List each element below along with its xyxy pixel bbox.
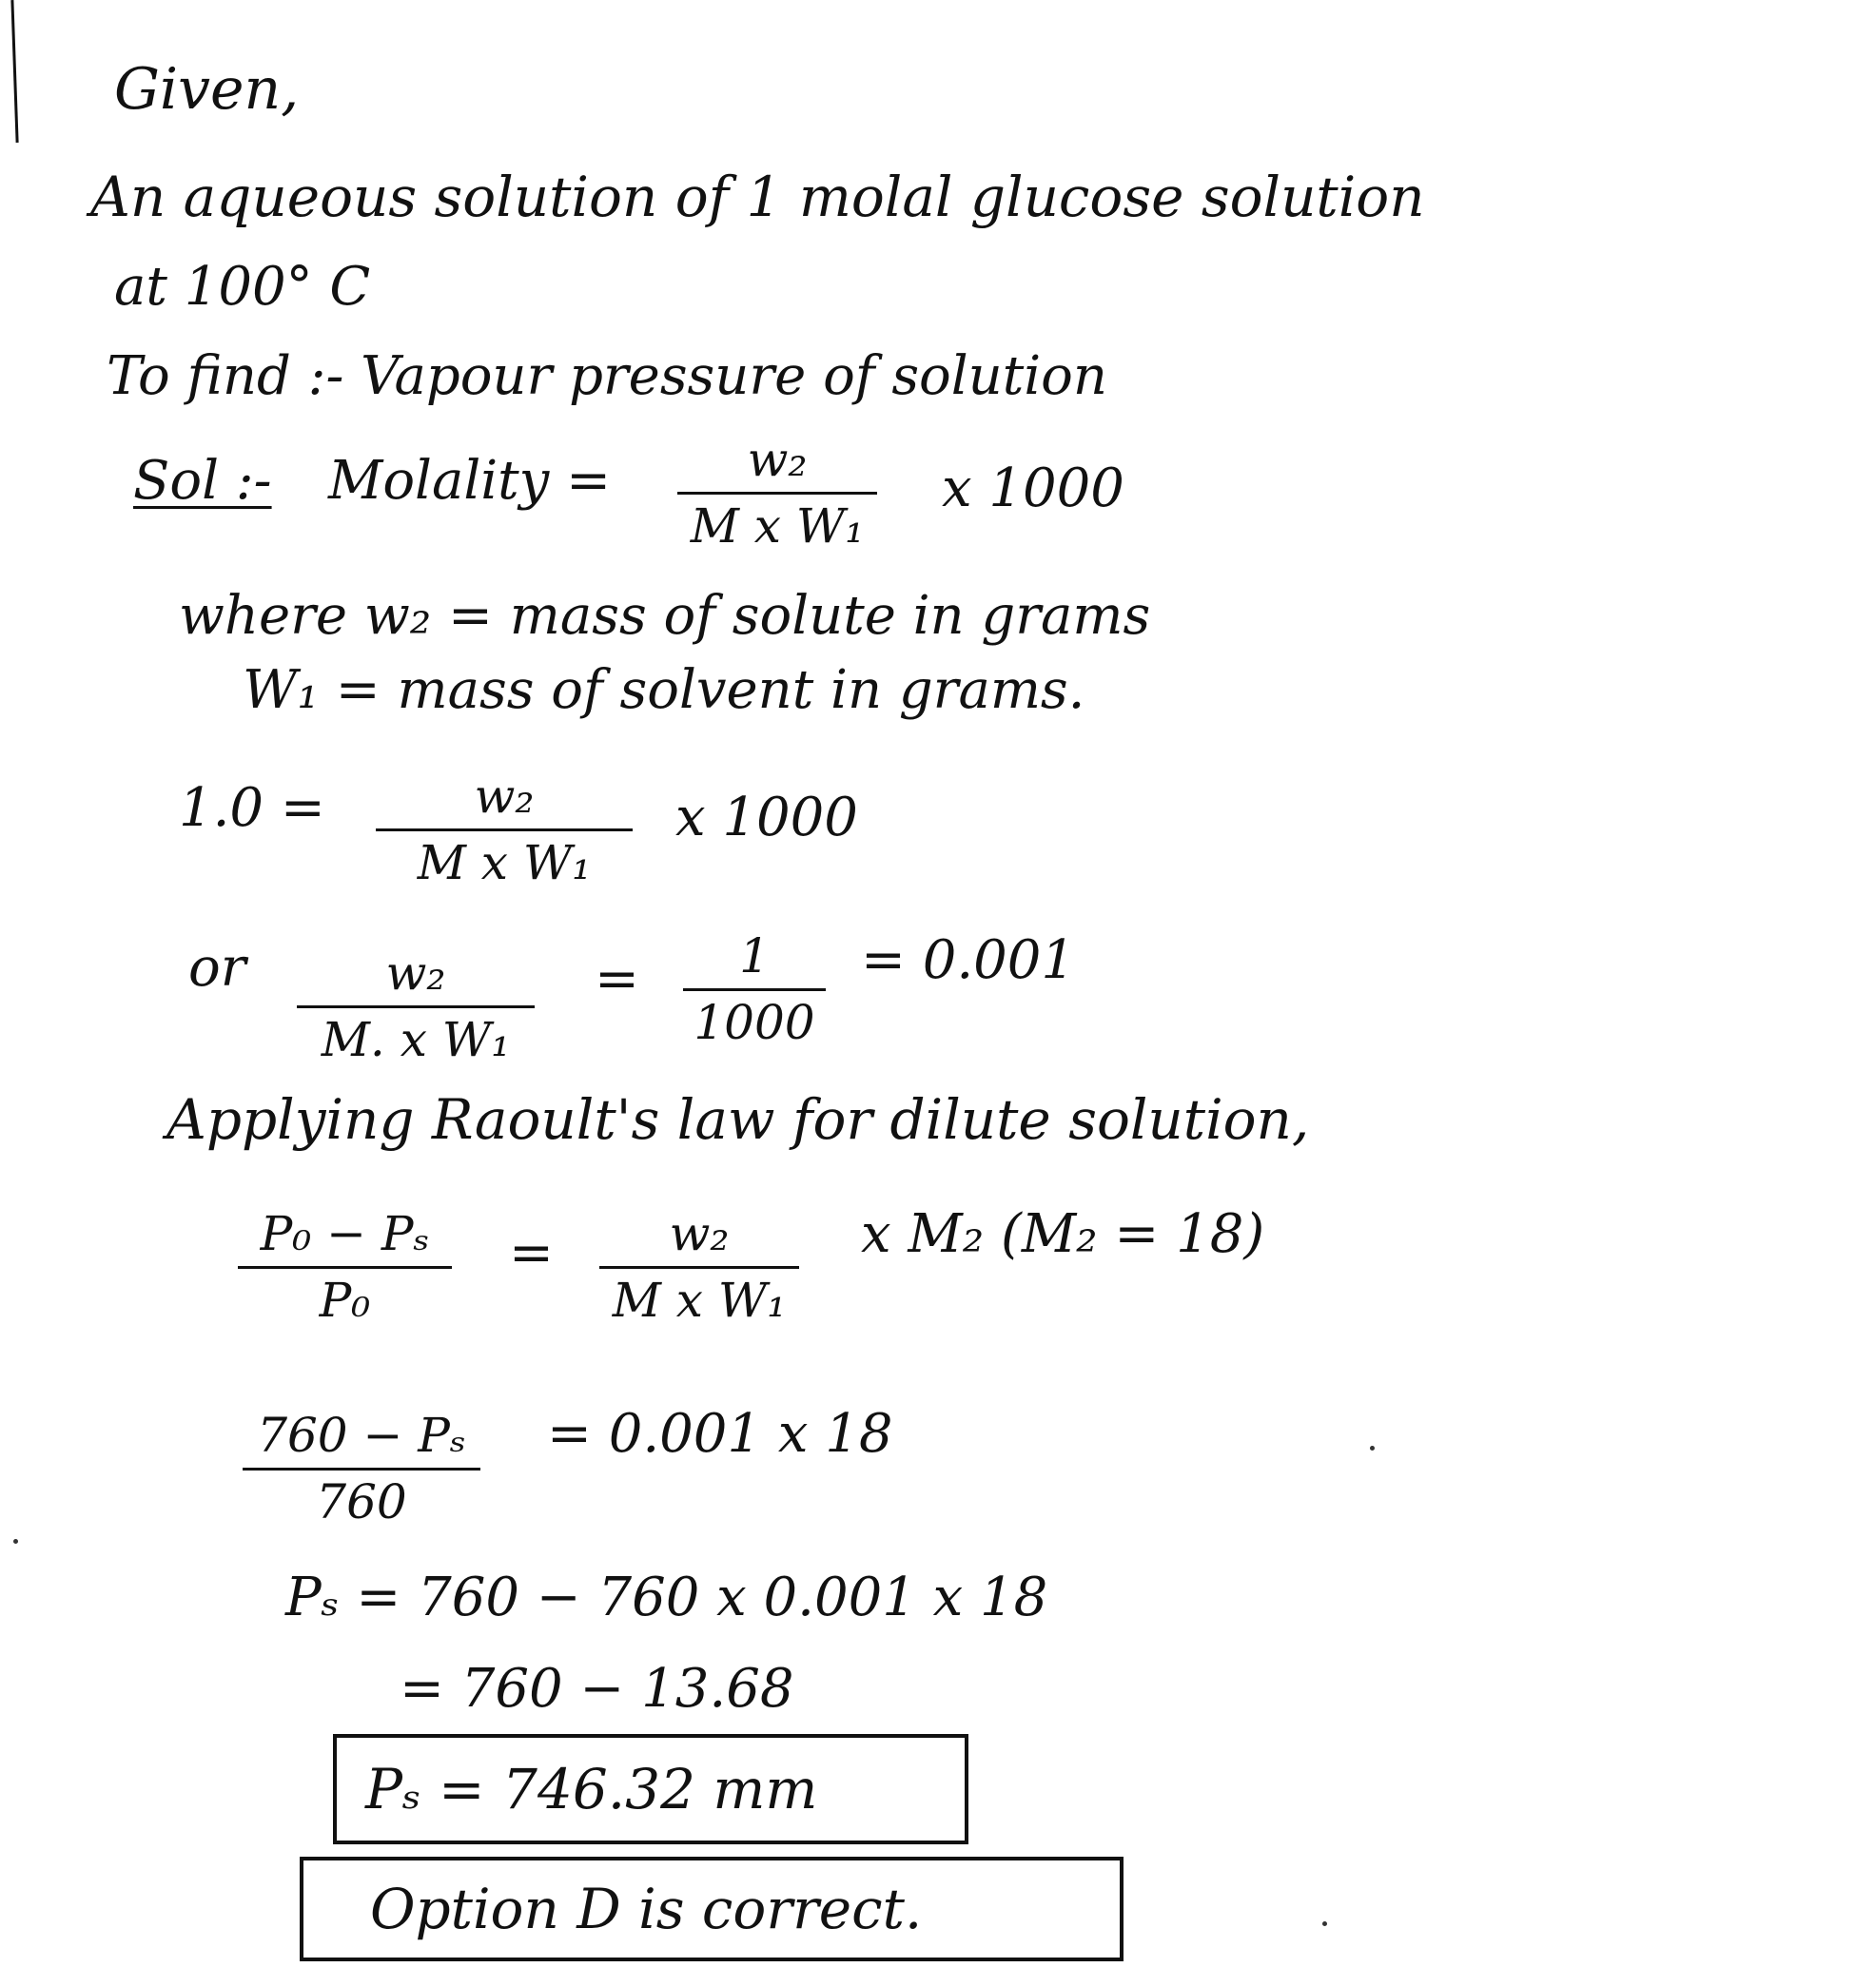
raoult-rhs-fraction	[599, 1208, 799, 1327]
eq2-numerator-2: 1	[739, 928, 770, 984]
sol-label: Sol :-	[133, 450, 272, 512]
raoult-numerator: P₀ − Pₛ	[260, 1206, 430, 1261]
fraction-bar	[297, 1005, 535, 1008]
eq1-denominator: M x W₁	[417, 835, 592, 890]
given-line-1: An aqueous solution of 1 molal glucose solution	[90, 165, 1425, 229]
where-w2-line: where w₂ = mass of solute in grams	[179, 585, 1151, 647]
molality-denominator: M x W₁	[690, 498, 865, 554]
eq2-denominator-2: 1000	[694, 995, 815, 1050]
answer-box	[333, 1734, 968, 1844]
eq3-rhs: = 0.001 x 18	[547, 1403, 893, 1465]
scan-speck	[13, 1539, 18, 1544]
fraction-bar	[599, 1266, 799, 1269]
option-box	[300, 1857, 1124, 1961]
raoult-heading: Applying Raoult's law for dilute solution,	[166, 1087, 1310, 1152]
molality-lhs: Molality =	[328, 450, 612, 512]
fraction-bar	[683, 988, 826, 991]
where-w1-line: W₁ = mass of solvent in grams.	[243, 659, 1085, 721]
fraction-bar	[677, 492, 877, 495]
raoult-denominator: P₀	[319, 1273, 371, 1328]
eq1-factor: x 1000	[675, 787, 858, 848]
molality-numerator: w₂	[747, 432, 808, 487]
eq3-denominator: 760	[316, 1474, 407, 1529]
raoult-factor: x M₂ (M₂ = 18)	[861, 1203, 1265, 1265]
eq3-numerator: 760 − Pₛ	[257, 1408, 466, 1463]
eq5: = 760 − 13.68	[400, 1658, 794, 1720]
answer-text: Pₛ = 746.32 mm	[365, 1757, 818, 1821]
molality-fraction	[677, 434, 877, 553]
raoult-denominator-2: M x W₁	[612, 1273, 787, 1328]
eq1-fraction	[376, 770, 633, 889]
scan-speck	[1370, 1446, 1375, 1451]
eq2-result: = 0.001	[861, 929, 1076, 991]
eq2-denominator: M. x W₁	[321, 1012, 511, 1067]
fraction-bar	[243, 1468, 480, 1471]
raoult-equals: =	[509, 1222, 554, 1284]
eq2-fraction	[297, 947, 535, 1066]
to-find-line: To find :- Vapour pressure of solution	[107, 345, 1107, 407]
given-heading: Given,	[114, 56, 300, 123]
eq2-equals: =	[595, 948, 639, 1010]
fraction-bar	[238, 1266, 452, 1269]
eq2-numerator: w₂	[385, 945, 446, 1001]
eq2-or: or	[188, 937, 246, 999]
raoult-numerator-2: w₂	[669, 1206, 730, 1261]
scan-speck	[1322, 1921, 1327, 1926]
eq1-numerator: w₂	[474, 769, 535, 824]
raoult-lhs-fraction	[238, 1208, 452, 1327]
fraction-bar	[376, 828, 633, 831]
margin-line	[10, 0, 18, 143]
given-line-2: at 100° C	[114, 256, 371, 318]
molality-factor: x 1000	[942, 458, 1124, 519]
eq1-lhs: 1.0 =	[179, 777, 325, 839]
eq4: Pₛ = 760 − 760 x 0.001 x 18	[285, 1567, 1048, 1628]
eq2-fraction-2	[683, 930, 826, 1049]
eq3-fraction	[243, 1410, 480, 1529]
option-text: Option D is correct.	[370, 1877, 923, 1941]
